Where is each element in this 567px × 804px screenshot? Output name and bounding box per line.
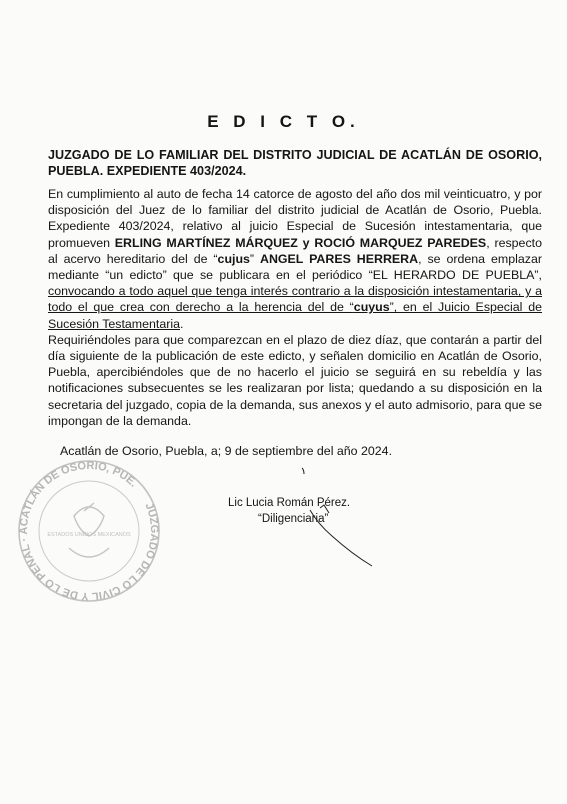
body-paragraph-1 (48, 186, 542, 332)
p1-underlined-b: ”, en el Juicio Especial de Sucesión Testamentaria (48, 300, 542, 331)
signer-role: “Diligenciaria” (258, 513, 329, 525)
svg-text:JUZGADO DE LO CIVIL Y DE LO PE (14, 456, 164, 606)
deceased-name: ANGEL PARES HERRERA (260, 251, 419, 266)
court-seal-stamp (14, 456, 164, 606)
signature-block (228, 495, 350, 527)
p1-text-b: , respecto al acervo hereditario del de “ (48, 235, 542, 266)
document-body (48, 186, 542, 429)
cujus-term: cujus (217, 251, 250, 266)
document-title: E D I C T O. (207, 112, 360, 131)
p1-text-d: , se ordena emplazar mediante “un edicto” que se publicara en el periódico “EL HERARDO DE PUEBLA”, (48, 251, 542, 283)
p1-text-e: . (180, 316, 184, 331)
p1-underlined-a: convocando a todo aquel que tenga interés contrario a la disposición intestamentaria, y a todo el que crea con derecho a la herencia del de “ (48, 284, 542, 315)
seal-inner-text: ESTADOS UNIDOS MEXICANOS (47, 532, 131, 538)
body-paragraph-2: Requiriéndoles para que comparezcan en el plazo de diez díaz, que contarán a partir del día siguiente de la publicación de este edicto, y señalen domicilio en Acatlán de Osorio, Puebla, apercibiéndoles que de no hacerlo el juicio se seguirá en su rebeldía y las notificaciones subsecuentes se les realizaran por lista; quedando a su disposición en la secretaria del juzgado, copia de la demanda, sus anexos y el auto admisorio, para que se impongan de la demanda. (48, 332, 542, 428)
signer-name: Lic Lucia Román Pérez. (228, 497, 351, 509)
p1-text-c: ” (249, 251, 260, 266)
court-heading: JUZGADO DE LO FAMILIAR DEL DISTRITO JUDICIAL DE ACATLÁN DE OSORIO, PUEBLA. EXPEDIENTE 403/2024. (48, 148, 542, 178)
place-date: Acatlán de Osorio, Puebla, a; 9 de septiembre del año 2024. (60, 444, 393, 458)
promoters-names: ERLING MARTÍNEZ MÁRQUEZ y ROCIÓ MARQUEZ PAREDES (114, 235, 487, 250)
p1-text-a: En cumplimiento al auto de fecha 14 catorce de agosto del año dos mil veinticuatro, y por disposición del Juez de lo familiar del distrito judicial de Acatlán de Osorio, Puebla. Expediente 403/2024, relativo al juicio Especial de Sucesión intestamentaria, que promueven (48, 187, 542, 250)
seal-ring-text: JUZGADO DE LO CIVIL Y DE LO PENAL · ACATLÁN DE OSORIO, PUE. (17, 459, 161, 603)
cuyus-term: cuyus (353, 300, 390, 315)
